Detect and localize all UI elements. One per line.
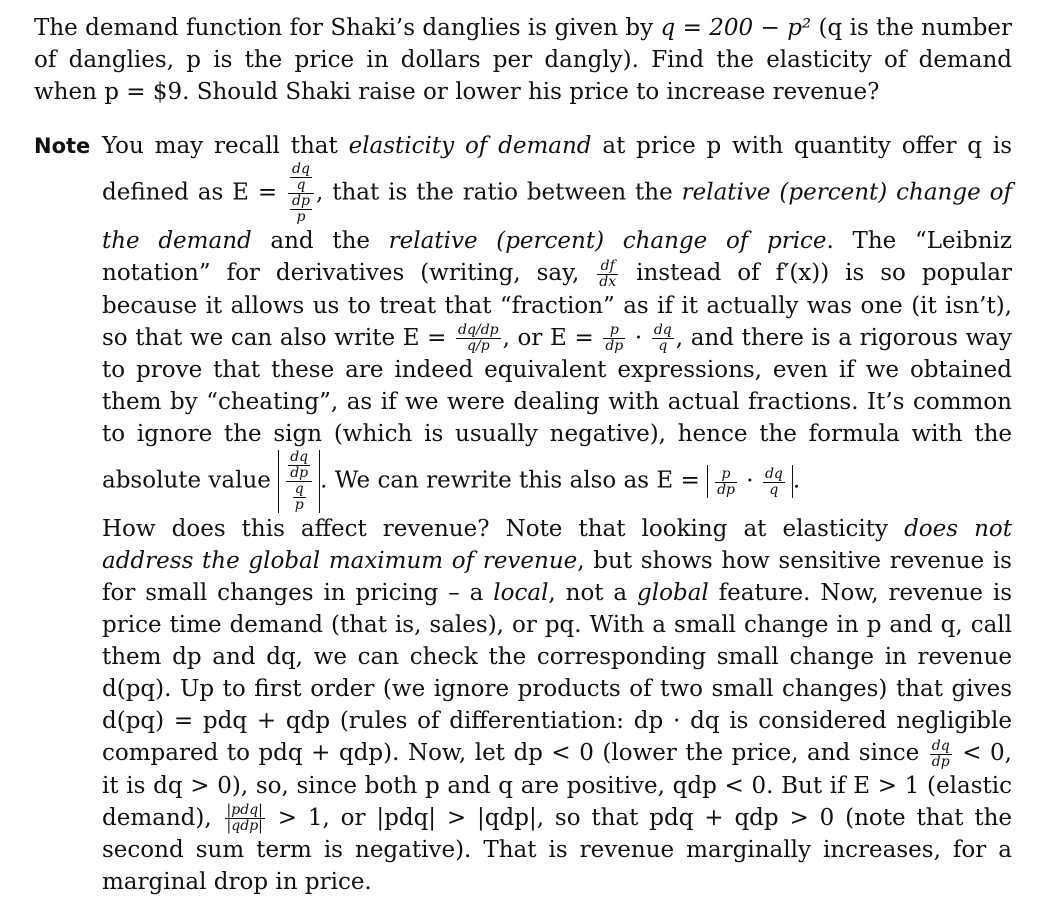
- note-text: How does this affect revenue? Note that looking at elasticity: [102, 516, 905, 542]
- note-text: You may recall that: [102, 133, 349, 159]
- abs-ratio-fraction: $\frac{\text{|pdq|}}{\text{|qdp|}}$: [226, 802, 263, 834]
- demand-equation: q = 200 − p²: [660, 15, 812, 41]
- problem-statement: [34, 12, 1012, 108]
- page: [34, 12, 1012, 898]
- note-text: . The “Leibniz notation” for derivatives (writing, say,: [102, 228, 1012, 286]
- rewritten-absolute-expression: $\frac{p}{dp}$ · $\frac{dq}{q}$: [707, 465, 793, 498]
- note-emphasis: local: [493, 580, 549, 606]
- note-emphasis: global: [637, 580, 709, 606]
- note-block: [34, 130, 1012, 898]
- note-emphasis: does not address the global maximum of revenue: [102, 516, 1012, 574]
- note-emphasis: relative (percent) change of the demand: [102, 179, 1012, 254]
- note-body: You may recall that elasticity of demand at price p with quantity offer q is defined as E = $\frac{\frac{dq}{q}}{\frac{dp}{p}}$ , that is the ratio between the relative (percent) change of the demand and the relative (percent) change of price. The “Leibniz notation” for derivatives (writing, say, $\frac{df}{dx}$ instead of f′(x)) is so popular because it allows us to treat that “fraction” as if it actually was one (it isn’t), so that we can also write E = $\frac{dq/dp}{q/p}$ , or E = $\frac{p}{dp}$ · $\frac{dq}{q}$ , and there is a rigorous way to prove that these are indeed equivalent expressions, even if we obtained them by “cheating”, as if we were dealing with actual fractions. It’s common to ignore the sign (which is usually negative), hence the formula with the absolute value $\frac{\frac{dq}{dp}}{\frac{q}{p}}$ . We can rewrite this also as E = $\frac{p}{dp}$ · $\frac{dq}{q}$ . How does this affect revenue? Note that looking at elasticity does not address the global maximum of revenue, but shows how sensitive revenue is for small changes in pricing – a local, not a global feature. Now, revenue is price time demand (that is, sales), or pq. With a small change in p and q, call them dp and dq, we can check the corresponding small change in revenue d(pq). Up to first order (we ignore products of two small changes) that gives d(pq) = pdq + qdp (rules of differentiation: dp · dq is considered negligible compared to pdq + qdp). Now, let dp < 0 (lower the price, and since $\frac{dq}{dp}$ < 0, it is dq > 0), so, since both p and q are positive, qdp < 0. But if E > 1 (elastic demand), $\frac{\text{|pdq|}}{\text{|qdp|}}$ > 1, or |pdq| > |qdp|, so that pdq + qdp > 0 (note that the second sum term is negative). That is revenue marginally increases, for a marginal drop in price.: [102, 130, 1012, 898]
- note-text: , and there is a rigorous way to prove that these are indeed equivalent expressions, even if we obtained them by “cheating”, as if we were dealing with actual fractions. It’s common to ignore the sign (which is usually negative), hence the formula with the absolute value: [102, 324, 1013, 494]
- note-text: , not a: [548, 580, 638, 606]
- note-text: feature. Now, revenue is price time demand (that is, sales), or pq. With a small change in p and q, call them dp and dq, we can check the corresponding small change in revenue d(pq). Up to first order (we ignore products of two small changes) that gives d(pq) = pdq + qdp (rules of differentiation: dp · dq is considered negligible compared to pdq + qdp). Now, let dp < 0 (lower the price, and since: [102, 580, 1013, 766]
- note-text: < 0, it is dq > 0), so, since both p and q are positive, qdp < 0. But if E > 1 (elastic demand),: [102, 740, 1012, 831]
- problem-text-1: The demand function for Shaki’s danglies is given by: [34, 15, 661, 41]
- note-text: > 1, or |pdq| > |qdp|, so that pdq + qdp > 0 (note that the second sum term is negative). That is revenue marginally increases, for a marginal drop in price.: [102, 804, 1012, 895]
- note-text: . We can rewrite this also as E =: [320, 467, 708, 494]
- revenue-paragraph: [102, 513, 1012, 898]
- note-label: Note: [34, 134, 91, 158]
- note-emphasis: relative (percent) change of price: [388, 228, 827, 254]
- note-text: , but shows how sensitive revenue is for small changes in pricing – a: [102, 548, 1012, 606]
- note-text: , or E =: [502, 324, 602, 351]
- p-over-dp-fraction: $\frac{p}{dp}$: [605, 322, 624, 354]
- leibniz-fraction: $\frac{df}{dx}$: [599, 257, 617, 290]
- note-text: and the: [251, 228, 389, 254]
- elasticity-fraction: $\frac{\frac{dq}{q}}{\frac{dp}{p}}$: [288, 162, 314, 225]
- dq-over-q-fraction: $\frac{dq}{q}$: [653, 322, 672, 354]
- note-text: instead of f′(x)) is so popular because it allows us to treat that “fraction” as if it actually was one (it isn’t), so that we can also write E =: [102, 260, 1012, 351]
- note-text: , that is the ratio between the: [315, 179, 682, 206]
- absolute-value-expression: $\frac{\frac{dq}{dp}}{\frac{q}{p}}$: [278, 450, 320, 513]
- problem-text-2: (q is the number of danglies, p is the price in dollars per dangly). Find the elasticity of demand when p = $9. Should Shaki raise or lower his price to increase revenue?: [34, 15, 1012, 105]
- note-text: .: [792, 467, 801, 494]
- dq-over-dp-fraction: $\frac{dq}{dp}$: [931, 737, 950, 770]
- note-emphasis: elasticity of demand: [348, 133, 592, 159]
- ratio-fraction: $\frac{dq/dp}{q/p}$: [458, 322, 499, 354]
- note-text: at price p with quantity offer q is defined as E =: [102, 133, 1013, 206]
